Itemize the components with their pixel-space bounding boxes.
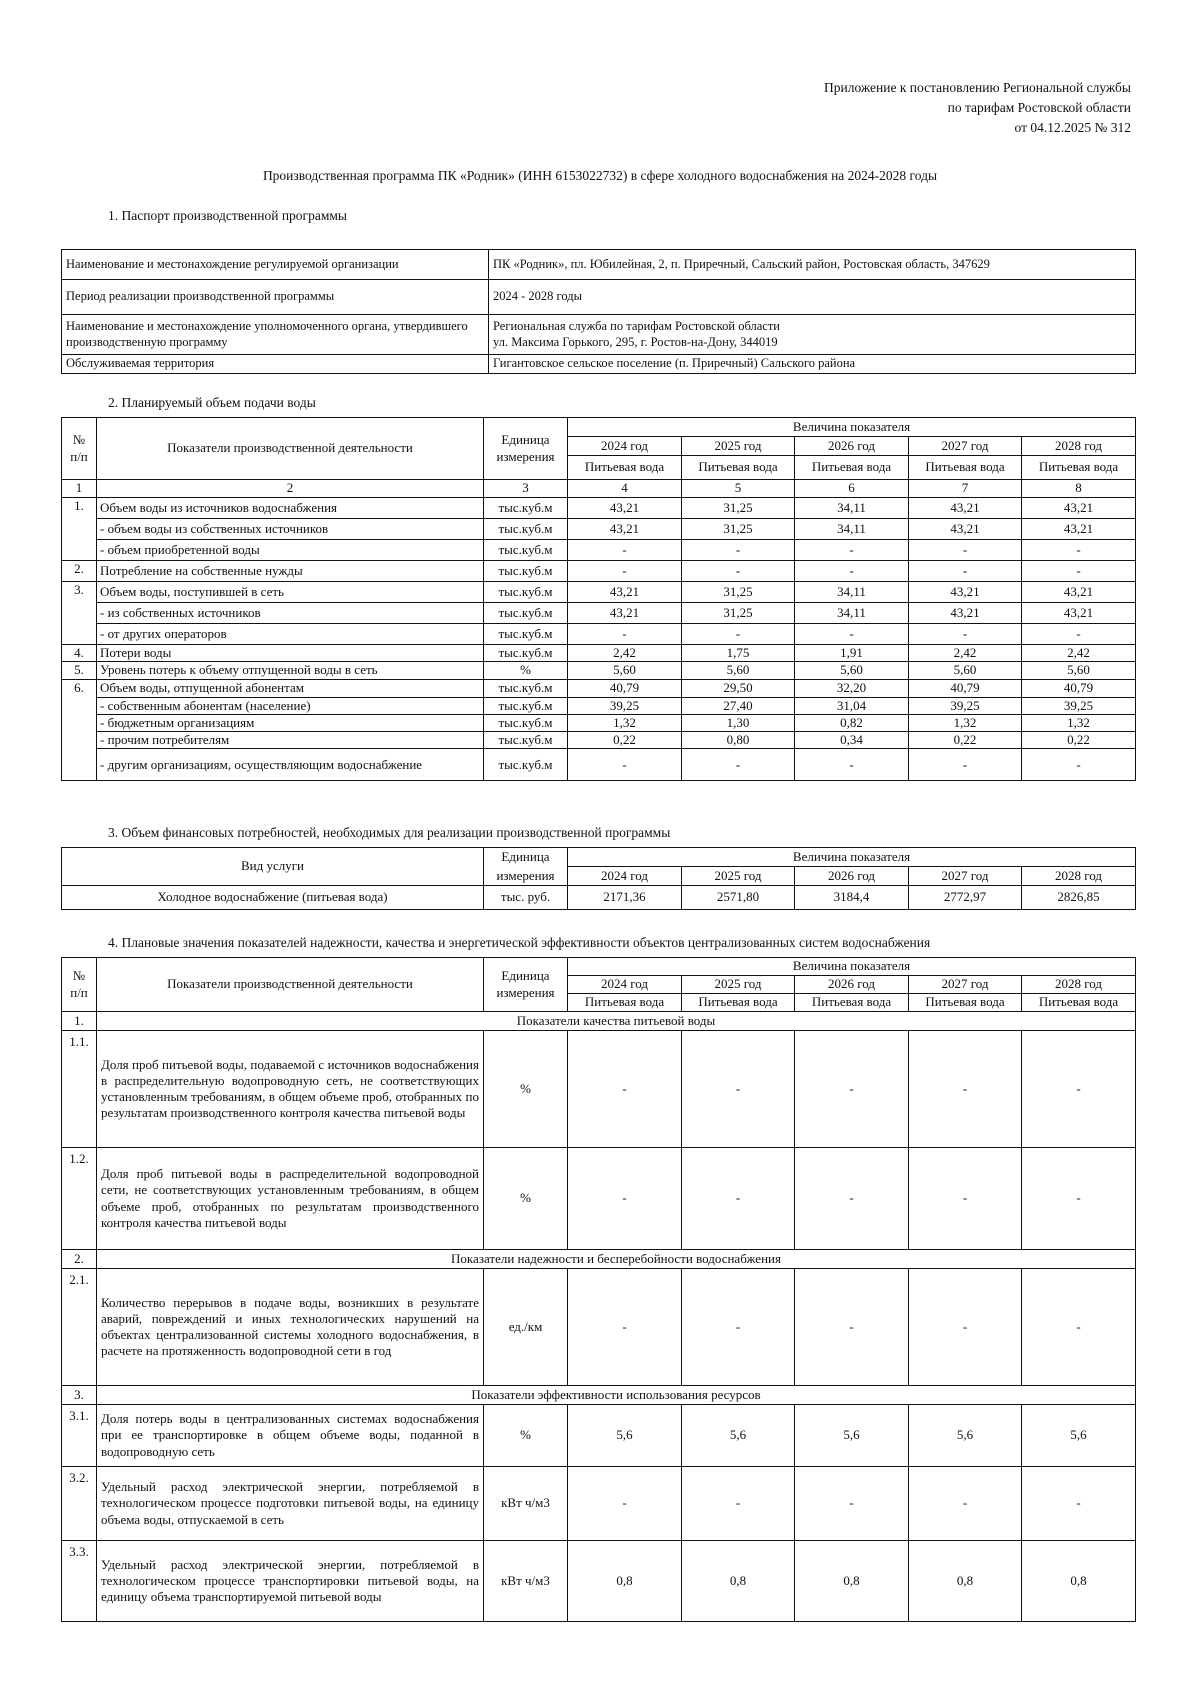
indicator-label: Доля проб питьевой воды, подаваемой с источников водоснабжения в распределительную водопроводную сеть, не соответствующих установленным требованиям, в общем объеме проб, отобранных по результатам производственного контроля качества питьевой воды [97, 1031, 484, 1148]
row-value: - [1022, 540, 1136, 561]
row-unit: тыс.куб.м [484, 697, 568, 714]
indicator-value: 5,6 [909, 1405, 1022, 1467]
row-value: 0,22 [568, 732, 682, 749]
finance-value: 2571,80 [682, 886, 795, 910]
indicator-value: - [909, 1467, 1022, 1541]
col-activity-header: Показатели производственной деятельности [97, 418, 484, 480]
row-label: - из собственных источников [97, 603, 484, 624]
row-value: - [568, 540, 682, 561]
water-type-header: Питьевая вода [795, 994, 909, 1012]
indicator-unit: % [484, 1405, 568, 1467]
volume-row [62, 645, 1136, 662]
row-value: 34,11 [795, 519, 909, 540]
passport-row [62, 355, 1136, 374]
row-value: 1,75 [682, 645, 795, 662]
col-value-header: Величина показателя [568, 958, 1136, 976]
row-value: - [795, 540, 909, 561]
year-header: 2028 год [1022, 437, 1136, 456]
row-label: - объем приобретенной воды [97, 540, 484, 561]
indicator-row [62, 1405, 1136, 1467]
year-header: 2026 год [795, 976, 909, 994]
row-value: 1,32 [568, 714, 682, 731]
unit-header-part1: Единица [484, 848, 568, 867]
column-number: 4 [568, 480, 682, 498]
row-value: 43,21 [568, 519, 682, 540]
indicator-value: - [909, 1148, 1022, 1250]
row-value: 32,20 [795, 679, 909, 697]
passport-label: Наименование и местонахождение регулируемой организации [62, 250, 489, 280]
indicator-row [62, 1541, 1136, 1622]
finance-value: 2772,97 [909, 886, 1022, 910]
finance-value: 2171,36 [568, 886, 682, 910]
indicator-value: 0,8 [909, 1541, 1022, 1622]
water-type-header: Питьевая вода [909, 994, 1022, 1012]
row-value: 40,79 [1022, 679, 1136, 697]
indicator-value: - [682, 1269, 795, 1386]
water-type-header: Питьевая вода [682, 456, 795, 480]
row-value: 0,80 [682, 732, 795, 749]
indicator-value: - [1022, 1269, 1136, 1386]
water-type-header: Питьевая вода [795, 456, 909, 480]
year-header: 2026 год [795, 437, 909, 456]
finance-value: 3184,4 [795, 886, 909, 910]
row-unit: тыс.куб.м [484, 679, 568, 697]
row-value: 5,60 [568, 662, 682, 679]
row-unit: тыс.куб.м [484, 540, 568, 561]
indicator-value: 0,8 [682, 1541, 795, 1622]
document-title: Производственная программа ПК «Родник» (ИНН 6153022732) в сфере холодного водоснабжения на 2024-2028 годы [262, 168, 938, 183]
passport-table [61, 249, 1136, 374]
row-value: 0,22 [1022, 732, 1136, 749]
row-value: - [909, 540, 1022, 561]
volume-body [62, 498, 1136, 781]
column-number: 5 [682, 480, 795, 498]
indicators-body [62, 1012, 1136, 1622]
row-value: 5,60 [909, 662, 1022, 679]
indicator-unit: % [484, 1148, 568, 1250]
indicator-value: - [1022, 1031, 1136, 1148]
row-value: 34,11 [795, 603, 909, 624]
row-value: - [682, 749, 795, 781]
row-number: 3. [62, 582, 97, 645]
indicator-label: Удельный расход электрической энергии, потребляемой в технологическом процессе подготовки питьевой воды, на единицу объема воды, отпускаемой в сеть [97, 1467, 484, 1541]
header-line-1: Приложение к постановлению Региональной службы [824, 80, 1131, 95]
unit-header-part2: измерения [484, 867, 568, 886]
indicator-value: - [795, 1148, 909, 1250]
row-number: 4. [62, 645, 97, 662]
volume-heading: 2. Планируемый объем подачи воды [108, 395, 316, 410]
row-value: 2,42 [909, 645, 1022, 662]
row-value: 5,60 [795, 662, 909, 679]
row-label: - другим организациям, осуществляющим водоснабжение [97, 749, 484, 781]
year-header: 2027 год [909, 437, 1022, 456]
column-number: 7 [909, 480, 1022, 498]
year-header: 2024 год [568, 437, 682, 456]
year-header: 2026 год [795, 867, 909, 886]
indicators-heading: 4. Плановые значения показателей надежности, качества и энергетической эффективности объектов централизованных систем водоснабжения [108, 935, 931, 950]
indicator-label: Доля проб питьевой воды в распределительной водопроводной сети, не соответствующих установленным требованиям, в общем объеме проб, отобранных по результатам производственного контроля качества питьевой воды [97, 1148, 484, 1250]
indicator-value: - [682, 1031, 795, 1148]
volume-row [62, 519, 1136, 540]
row-value: 40,79 [909, 679, 1022, 697]
row-label: Объем воды из источников водоснабжения [97, 498, 484, 519]
row-value: - [909, 624, 1022, 645]
row-number: 6. [62, 679, 97, 781]
header-line-3: от 04.12.2025 № 312 [1014, 120, 1131, 135]
passport-row [62, 280, 1136, 315]
indicator-row [62, 1467, 1136, 1541]
column-number: 1 [62, 480, 97, 498]
indicator-value: - [568, 1148, 682, 1250]
row-label: Уровень потерь к объему отпущенной воды в сеть [97, 662, 484, 679]
year-header: 2025 год [682, 976, 795, 994]
year-header: 2024 год [568, 976, 682, 994]
indicator-group-row [62, 1250, 1136, 1269]
indicator-value: - [795, 1467, 909, 1541]
volume-row [62, 679, 1136, 697]
row-label: Потери воды [97, 645, 484, 662]
row-value: 1,32 [909, 714, 1022, 731]
indicator-value: - [1022, 1467, 1136, 1541]
indicator-label: Удельный расход электрической энергии, потребляемой в технологическом процессе транспортировки питьевой воды, на единицу объема транспортируемой питьевой воды [97, 1541, 484, 1622]
row-value: 43,21 [909, 519, 1022, 540]
water-type-header: Питьевая вода [568, 994, 682, 1012]
group-title: Показатели качества питьевой воды [97, 1012, 1136, 1031]
passport-value: Гигантовское сельское поселение (п. Приречный) Сальского района [489, 355, 1136, 374]
row-value: 39,25 [909, 697, 1022, 714]
passport-value-line2: ул. Максима Горького, 295, г. Ростов-на-Дону, 344019 [493, 334, 778, 349]
indicator-value: - [795, 1031, 909, 1148]
row-label: - от других операторов [97, 624, 484, 645]
indicator-group-row [62, 1012, 1136, 1031]
passport-label: Период реализации производственной программы [62, 280, 489, 315]
col-activity-header: Показатели производственной деятельности [97, 958, 484, 1012]
col-unit-header: Единица измерения [484, 958, 568, 1012]
volume-row [62, 697, 1136, 714]
indicator-unit: кВт ч/м3 [484, 1541, 568, 1622]
row-value: 43,21 [568, 603, 682, 624]
service-label: Холодное водоснабжение (питьевая вода) [62, 886, 484, 910]
col-num-header: № п/п [62, 418, 97, 480]
row-value: - [682, 540, 795, 561]
finance-table [61, 847, 1136, 910]
row-value: 43,21 [1022, 519, 1136, 540]
indicator-value: - [682, 1148, 795, 1250]
passport-label: Обслуживаемая территория [62, 355, 489, 374]
row-label: - объем воды из собственных источников [97, 519, 484, 540]
group-title: Показатели эффективности использования ресурсов [97, 1386, 1136, 1405]
row-value: 39,25 [1022, 697, 1136, 714]
row-unit: % [484, 662, 568, 679]
volume-row [62, 582, 1136, 603]
year-header: 2027 год [909, 867, 1022, 886]
indicator-value: - [1022, 1148, 1136, 1250]
indicator-value: 5,6 [1022, 1405, 1136, 1467]
row-value: 43,21 [568, 498, 682, 519]
row-value: 29,50 [682, 679, 795, 697]
volume-row [62, 732, 1136, 749]
indicator-value: - [568, 1467, 682, 1541]
row-label: Потребление на собственные нужды [97, 561, 484, 582]
row-number: 1. [62, 498, 97, 561]
row-value: 34,11 [795, 498, 909, 519]
row-value: 31,25 [682, 582, 795, 603]
service-header: Вид услуги [62, 848, 484, 886]
indicator-value: 0,8 [1022, 1541, 1136, 1622]
year-header: 2027 год [909, 976, 1022, 994]
volume-row [62, 603, 1136, 624]
row-value: - [568, 749, 682, 781]
indicator-row [62, 1269, 1136, 1386]
passport-label: Наименование и местонахождение уполномоченного органа, утвердившего производственную программу [62, 315, 489, 355]
row-value: - [795, 624, 909, 645]
col-value-header: Величина показателя [568, 848, 1136, 867]
row-unit: тыс.куб.м [484, 732, 568, 749]
row-value: 1,91 [795, 645, 909, 662]
row-number: 2. [62, 561, 97, 582]
passport-value-line1: Региональная служба по тарифам Ростовской области [493, 318, 780, 333]
indicator-value: - [568, 1269, 682, 1386]
row-value: - [795, 749, 909, 781]
indicator-value: - [795, 1269, 909, 1386]
indicator-number: 2.1. [62, 1269, 97, 1386]
col-num-header: № п/п [62, 958, 97, 1012]
passport-heading: 1. Паспорт производственной программы [108, 208, 347, 223]
row-value: 43,21 [909, 498, 1022, 519]
row-value: - [682, 561, 795, 582]
indicator-value: - [568, 1031, 682, 1148]
group-number: 3. [62, 1386, 97, 1405]
group-title: Показатели надежности и бесперебойности водоснабжения [97, 1250, 1136, 1269]
passport-row [62, 315, 1136, 355]
indicator-label: Доля потерь воды в централизованных системах водоснабжения при ее транспортировке в общем объеме воды, поданной в водопроводную сеть [97, 1405, 484, 1467]
row-unit: тыс.куб.м [484, 645, 568, 662]
row-label: Объем воды, отпущенной абонентам [97, 679, 484, 697]
year-header: 2025 год [682, 437, 795, 456]
row-value: - [795, 561, 909, 582]
indicators-table [61, 957, 1136, 1622]
indicator-group-row [62, 1386, 1136, 1405]
header-line-2: по тарифам Ростовской области [947, 100, 1131, 115]
row-value: 2,42 [1022, 645, 1136, 662]
indicator-value: 0,8 [795, 1541, 909, 1622]
row-value: 1,30 [682, 714, 795, 731]
passport-row [62, 250, 1136, 280]
indicator-value: 0,8 [568, 1541, 682, 1622]
row-value: - [568, 624, 682, 645]
indicator-unit: ед./км [484, 1269, 568, 1386]
volume-table [61, 417, 1136, 781]
row-unit: тыс.куб.м [484, 582, 568, 603]
row-label: - бюджетным организациям [97, 714, 484, 731]
water-type-header: Питьевая вода [909, 456, 1022, 480]
indicator-row [62, 1148, 1136, 1250]
column-number: 3 [484, 480, 568, 498]
water-type-header: Питьевая вода [682, 994, 795, 1012]
row-unit: тыс.куб.м [484, 624, 568, 645]
indicator-number: 1.2. [62, 1148, 97, 1250]
finance-value: 2826,85 [1022, 886, 1136, 910]
header-note [824, 78, 1131, 138]
finance-row [62, 886, 1136, 910]
row-value: 31,25 [682, 603, 795, 624]
column-number: 8 [1022, 480, 1136, 498]
row-value: 40,79 [568, 679, 682, 697]
year-header: 2024 год [568, 867, 682, 886]
row-value: - [909, 749, 1022, 781]
row-value: 27,40 [682, 697, 795, 714]
indicator-number: 3.1. [62, 1405, 97, 1467]
passport-value: ПК «Родник», пл. Юбилейная, 2, п. Приречный, Сальский район, Ростовская область, 347629 [489, 250, 1136, 280]
column-number: 2 [97, 480, 484, 498]
indicator-unit: кВт ч/м3 [484, 1467, 568, 1541]
row-value: 0,22 [909, 732, 1022, 749]
row-value: 0,82 [795, 714, 909, 731]
service-unit: тыс. руб. [484, 886, 568, 910]
row-unit: тыс.куб.м [484, 519, 568, 540]
row-value: 5,60 [682, 662, 795, 679]
column-number-row [62, 480, 1136, 498]
row-value: 34,11 [795, 582, 909, 603]
row-value: - [1022, 624, 1136, 645]
row-value: 5,60 [1022, 662, 1136, 679]
finance-heading: 3. Объем финансовых потребностей, необходимых для реализации производственной программы [108, 825, 671, 840]
indicator-number: 3.3. [62, 1541, 97, 1622]
indicator-unit: % [484, 1031, 568, 1148]
water-type-header: Питьевая вода [1022, 994, 1136, 1012]
volume-row [62, 540, 1136, 561]
group-number: 2. [62, 1250, 97, 1269]
volume-row [62, 714, 1136, 731]
row-value: 0,34 [795, 732, 909, 749]
volume-row [62, 662, 1136, 679]
water-type-header: Питьевая вода [568, 456, 682, 480]
row-value: 2,42 [568, 645, 682, 662]
row-number: 5. [62, 662, 97, 679]
row-unit: тыс.куб.м [484, 498, 568, 519]
row-value: 43,21 [1022, 582, 1136, 603]
row-label: Объем воды, поступившей в сеть [97, 582, 484, 603]
row-value: - [568, 561, 682, 582]
row-value: 43,21 [909, 603, 1022, 624]
volume-row [62, 749, 1136, 781]
row-unit: тыс.куб.м [484, 561, 568, 582]
volume-row [62, 624, 1136, 645]
volume-row [62, 498, 1136, 519]
row-value: 31,25 [682, 519, 795, 540]
indicator-value: 5,6 [795, 1405, 909, 1467]
column-number: 6 [795, 480, 909, 498]
year-header: 2025 год [682, 867, 795, 886]
indicator-value: - [682, 1467, 795, 1541]
row-value: - [1022, 749, 1136, 781]
indicator-value: 5,6 [682, 1405, 795, 1467]
col-unit-header: Единица измерения [484, 418, 568, 480]
indicator-row [62, 1031, 1136, 1148]
group-number: 1. [62, 1012, 97, 1031]
row-unit: тыс.куб.м [484, 714, 568, 731]
row-label: - собственным абонентам (население) [97, 697, 484, 714]
indicator-value: - [909, 1269, 1022, 1386]
year-header: 2028 год [1022, 976, 1136, 994]
row-value: 43,21 [1022, 603, 1136, 624]
col-value-header: Величина показателя [568, 418, 1136, 437]
passport-value: 2024 - 2028 годы [489, 280, 1136, 315]
indicator-number: 1.1. [62, 1031, 97, 1148]
indicator-value: 5,6 [568, 1405, 682, 1467]
indicator-label: Количество перерывов в подаче воды, возникших в результате аварий, повреждений и иных технологических нарушений на объектах централизованной системы холодного водоснабжения, в расчете на протяженность водопроводной сети в год [97, 1269, 484, 1386]
row-value: 43,21 [568, 582, 682, 603]
row-value: 31,04 [795, 697, 909, 714]
row-value: 31,25 [682, 498, 795, 519]
volume-row [62, 561, 1136, 582]
passport-value [489, 315, 1136, 355]
row-unit: тыс.куб.м [484, 749, 568, 781]
indicator-number: 3.2. [62, 1467, 97, 1541]
row-value: 1,32 [1022, 714, 1136, 731]
row-value: - [909, 561, 1022, 582]
water-type-header: Питьевая вода [1022, 456, 1136, 480]
indicator-value: - [909, 1031, 1022, 1148]
row-value: - [682, 624, 795, 645]
row-value: 43,21 [909, 582, 1022, 603]
row-value: 43,21 [1022, 498, 1136, 519]
row-label: - прочим потребителям [97, 732, 484, 749]
row-unit: тыс.куб.м [484, 603, 568, 624]
row-value: - [1022, 561, 1136, 582]
row-value: 39,25 [568, 697, 682, 714]
year-header: 2028 год [1022, 867, 1136, 886]
